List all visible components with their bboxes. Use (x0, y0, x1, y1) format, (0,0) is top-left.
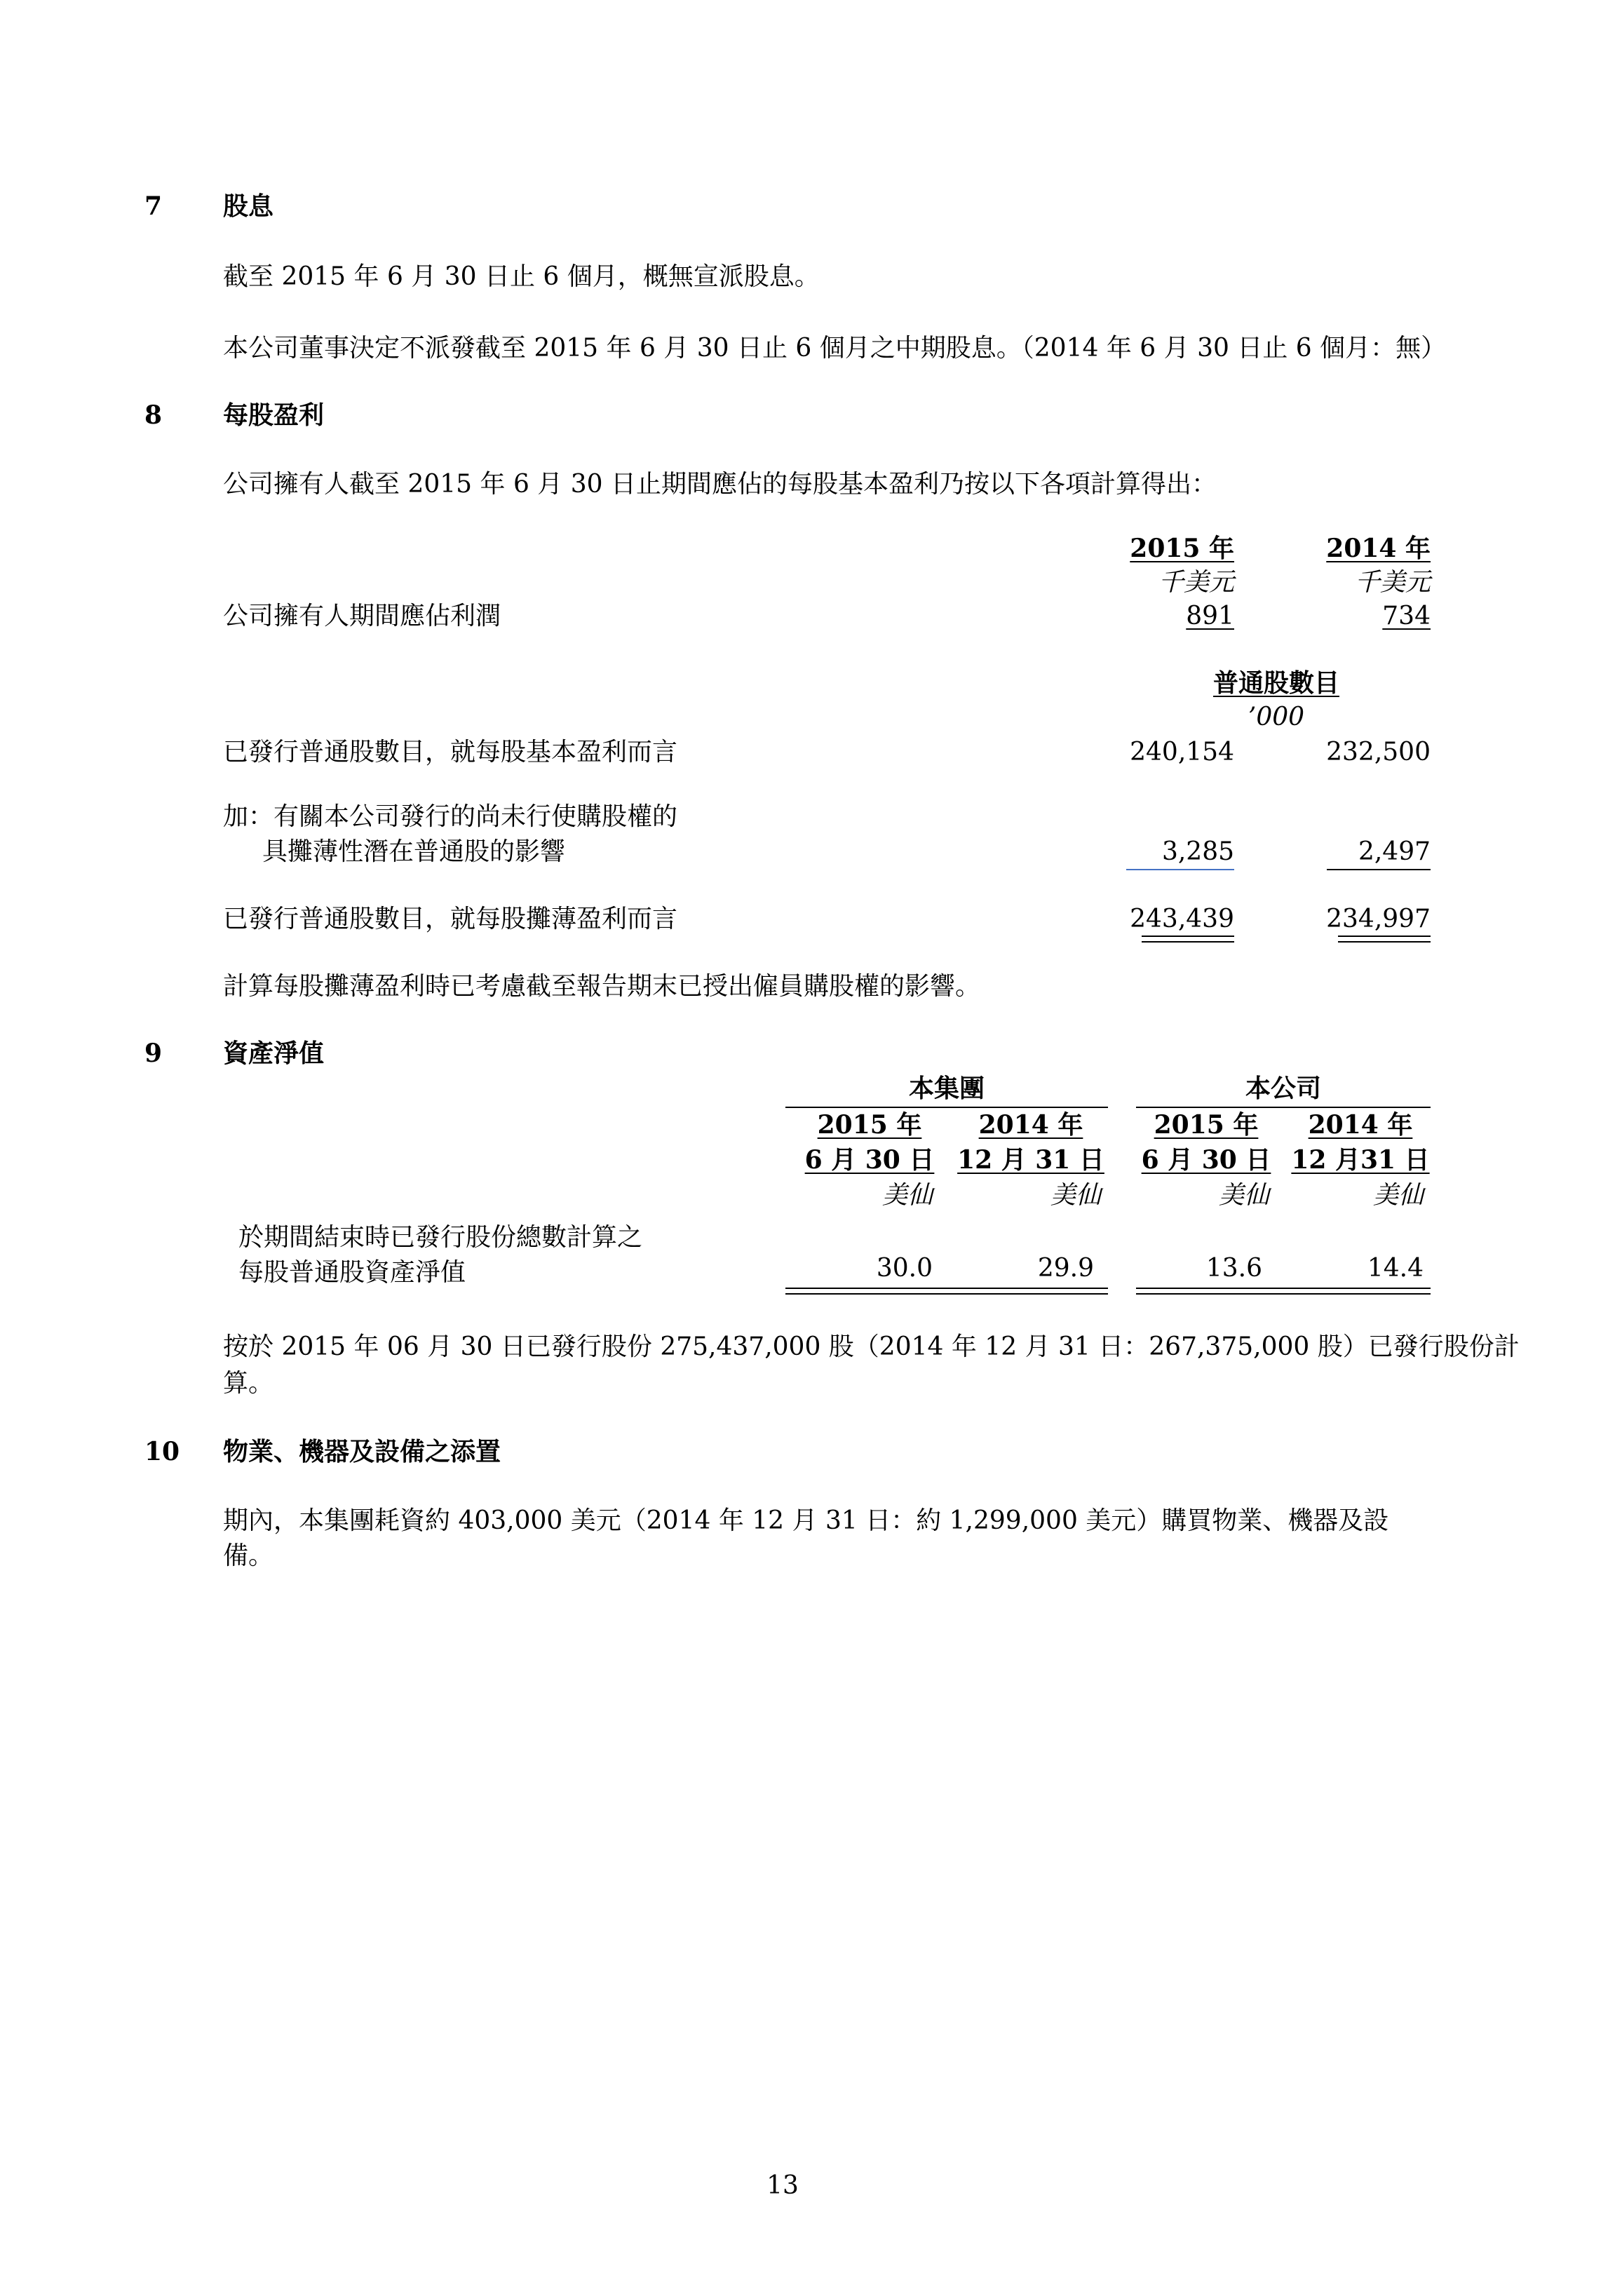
nav-group-2014: 29.9 (1037, 1254, 1094, 1283)
profit-2015: 891 (1186, 602, 1234, 630)
group-unit-1: 美仙 (881, 1181, 933, 1210)
diluted-shares-2015: 243,439 (1130, 905, 1234, 933)
eps-col-2015: 2015 年 (1130, 534, 1234, 563)
dilutive-2014-underline (1327, 869, 1431, 870)
group-header: 本集團 (908, 1074, 985, 1103)
company-unit-1: 美仙 (1218, 1181, 1269, 1210)
dilutive-label-line-1: 加：有關本公司發行的尚未行使購股權的 (223, 802, 678, 831)
eps-unit-2015: 千美元 (1158, 568, 1234, 597)
nav-group-double-underline (785, 1288, 1108, 1295)
diluted-shares-2014: 234,997 (1326, 905, 1431, 933)
nav-company-2014: 14.4 (1367, 1254, 1424, 1283)
section-9-number: 9 (144, 1039, 163, 1068)
section-9-title: 資產淨值 (223, 1039, 325, 1068)
group-col-1-line-2: 6 月 30 日 (804, 1145, 935, 1175)
profit-label: 公司擁有人期間應佔利潤 (223, 602, 501, 630)
section-8-intro: 公司擁有人截至 2015 年 6 月 30 日止期間應佔的每股基本盈利乃按以下各項計算得出： (223, 470, 1217, 499)
company-header: 本公司 (1245, 1074, 1321, 1103)
diluted-2014-double-underline (1338, 936, 1431, 943)
section-10-paragraph-line-2: 備。 (223, 1541, 274, 1570)
group-col-2-line-1: 2014 年 (978, 1110, 1083, 1140)
nav-group-2015: 30.0 (876, 1254, 933, 1283)
basic-shares-2015: 240,154 (1130, 738, 1234, 767)
section-10-number: 10 (144, 1437, 180, 1466)
section-8-title: 每股盈利 (223, 400, 325, 430)
shares-unit: ’000 (1248, 703, 1305, 731)
nav-company-double-underline (1136, 1288, 1431, 1295)
page-number: 13 (766, 2171, 799, 2200)
shares-header: 普通股數目 (1212, 668, 1339, 698)
nav-label-line-1: 於期間結束時已發行股份總數計算之 (238, 1223, 643, 1252)
nav-label-line-2: 每股普通股資產淨值 (238, 1258, 466, 1287)
section-7-paragraph-2: 本公司董事決定不派發截至 2015 年 6 月 30 日止 6 個月之中期股息。（2014 年 6 月 30 日止 6 個月：無） (223, 334, 1447, 363)
group-col-1-line-1: 2015 年 (817, 1110, 922, 1140)
section-10-title: 物業、機器及設備之添置 (223, 1437, 501, 1466)
eps-unit-2014: 千美元 (1354, 568, 1431, 597)
diluted-2015-double-underline (1142, 936, 1234, 943)
profit-2014: 734 (1382, 602, 1431, 630)
basic-shares-label: 已發行普通股數目，就每股基本盈利而言 (223, 738, 678, 767)
eps-col-2014: 2014 年 (1326, 534, 1431, 563)
dilutive-2014: 2,497 (1358, 837, 1431, 866)
section-7-title: 股息 (223, 191, 274, 221)
dilutive-label-line-2: 具攤薄性潛在普通股的影響 (262, 837, 566, 866)
group-header-rule (785, 1107, 1108, 1108)
diluted-shares-label: 已發行普通股數目，就每股攤薄盈利而言 (223, 905, 678, 933)
company-col-2-line-2: 12 月31 日 (1291, 1145, 1430, 1175)
section-8-note: 計算每股攤薄盈利時已考慮截至報告期末已授出僱員購股權的影響。 (223, 972, 981, 1001)
dilutive-2015-underline (1126, 869, 1234, 870)
group-unit-2: 美仙 (1050, 1181, 1101, 1210)
company-unit-2: 美仙 (1372, 1181, 1424, 1210)
section-7-number: 7 (144, 191, 163, 221)
company-col-1-line-2: 6 月 30 日 (1141, 1145, 1271, 1175)
nav-company-2015: 13.6 (1205, 1254, 1262, 1283)
company-col-1-line-1: 2015 年 (1154, 1110, 1259, 1140)
section-10-paragraph-line-1: 期內，本集團耗資約 403,000 美元（2014 年 12 月 31 日：約 1,299,000 美元）購買物業、機器及設 (223, 1506, 1389, 1535)
section-9-note-line-1: 按於 2015 年 06 月 30 日已發行股份 275,437,000 股（2014 年 12 月 31 日：267,375,000 股）已發行股份計 (223, 1332, 1520, 1361)
company-header-rule (1136, 1107, 1431, 1108)
company-col-2-line-1: 2014 年 (1308, 1110, 1413, 1140)
section-7-paragraph-1: 截至 2015 年 6 月 30 日止 6 個月，概無宣派股息。 (223, 262, 820, 291)
dilutive-2015: 3,285 (1161, 837, 1234, 866)
group-col-2-line-2: 12 月 31 日 (957, 1145, 1104, 1175)
section-9-note-line-2: 算。 (223, 1369, 274, 1398)
basic-shares-2014: 232,500 (1326, 738, 1431, 767)
section-8-number: 8 (144, 400, 163, 430)
